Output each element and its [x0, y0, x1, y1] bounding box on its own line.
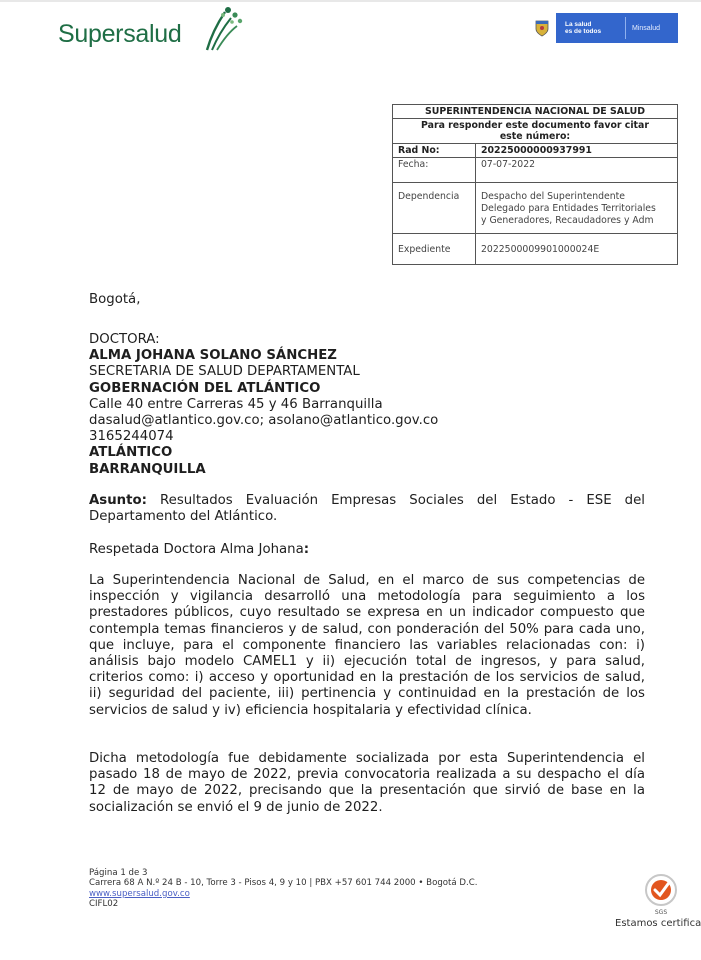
- table-row: [393, 144, 678, 158]
- table-row: [393, 158, 678, 183]
- rad-no-value: 20225000000937991: [476, 144, 678, 158]
- dependencia-line1: Despacho del Superintendente: [481, 191, 625, 202]
- greeting: [89, 542, 645, 558]
- page-footer: [89, 868, 478, 910]
- footer-address: Carrera 68 A N.º 24 B - 10, Torre 3 - Pisos 4, 9 y 10 | PBX +57 601 744 2000 • Bogotá D.C.: [89, 878, 478, 889]
- supersalud-logo: [58, 6, 258, 56]
- banner-slogan-line1: La salud: [565, 21, 592, 28]
- table-row: [393, 105, 678, 144]
- document-code: CIFL02: [89, 899, 119, 910]
- greeting-text: Respetada Doctora Alma Johana: [89, 542, 304, 557]
- recipient-name: ALMA JOHANA SOLANO SÁNCHEZ: [89, 348, 337, 364]
- banner-slogan-line2: es de todos: [565, 28, 602, 35]
- banner-slogan: [556, 21, 625, 35]
- recipient-city: BARRANQUILLA: [89, 461, 206, 477]
- minsalud-banner: [528, 13, 678, 43]
- table-row: [393, 183, 678, 234]
- radicado-title-line3: este número:: [499, 131, 571, 142]
- dependencia-line2: Delegado para Entidades Territoriales: [481, 203, 656, 214]
- expediente-label: Expediente: [393, 234, 476, 265]
- rad-no-label: Rad No:: [393, 144, 476, 158]
- radicado-header: [393, 105, 678, 144]
- recipient-role: SECRETARIA DE SALUD DEPARTAMENTAL: [89, 364, 360, 380]
- logo-text: Supersalud: [58, 20, 182, 48]
- radicado-title-line2: Para responder este documento favor citar: [421, 120, 649, 131]
- certification-text: Estamos certifica: [615, 918, 701, 929]
- cert-badge-text: SGS: [654, 909, 668, 916]
- table-row: [393, 234, 678, 265]
- recipient-phone: 3165244074: [89, 429, 174, 445]
- page-number: Página 1 de 3: [89, 868, 148, 878]
- recipient-org: GOBERNACIÓN DEL ATLÁNTICO: [89, 380, 321, 396]
- recipient-emails: dasalud@atlantico.gov.co; asolano@atlantico.gov.co: [89, 413, 439, 429]
- dependencia-line3: y Generadores, Recaudadores y Adm: [481, 215, 654, 226]
- radicado-table: [392, 104, 678, 265]
- recipient-block: [89, 332, 645, 478]
- sgs-certification-icon: [636, 872, 686, 916]
- subject-label: Asunto:: [89, 493, 147, 508]
- greeting-colon: :: [303, 542, 310, 557]
- top-edge-line: [0, 0, 701, 2]
- recipient-address: Calle 40 entre Carreras 45 y 46 Barranquilla: [89, 396, 383, 412]
- dependencia-value: [476, 183, 678, 234]
- logo-leaf-icon: [201, 6, 251, 52]
- recipient-department: ATLÁNTICO: [89, 445, 173, 461]
- fecha-value: 07-07-2022: [476, 158, 678, 183]
- recipient-title: DOCTORA:: [89, 332, 160, 347]
- subject-line: [89, 493, 645, 525]
- banner-ministry: Minsalud: [632, 24, 661, 32]
- dependencia-label: Dependencia: [393, 183, 476, 234]
- expediente-value: 202250000990100002​4E: [476, 234, 678, 265]
- paragraph-1: La Superintendencia Nacional de Salud, en el marco de sus competencias de inspección y vigilancia desarrolló una metodología para seguimiento a los prestadores públicos, cuyo resultado se expresa en un indicador compuesto que contempla temas financieros y de salud, con ponderación del 50% para cada uno, que incluye, para el componente financiero las variables relacionadas con: i) análisis bajo modelo CAMEL1 y ii) ejecución total de ingresos, y para salud, criterios como: i) acceso y oportunidad en la prestación de los servicios de salud, ii) seguridad del paciente, iii) pertinencia y continuidad en la prestación de los servicios de salud y iv) eficiencia hospitalaria y efectividad clínica.: [89, 573, 645, 718]
- letter-city: Bogotá,: [89, 292, 141, 307]
- radicado-title-line1: SUPERINTENDENCIA NACIONAL DE SALUD: [393, 105, 677, 119]
- paragraph-2: Dicha metodología fue debidamente socializada por esta Superintendencia el pasado 18 de mayo de 2022, previa convocatoria realizada a su despacho el día 12 de mayo de 2022, precisando que la presentación que sirvió de base en la socialización se envió el 9 de junio de 2022.: [89, 751, 645, 815]
- subject-text: Resultados Evaluación Empresas Sociales del Estado - ESE del Departamento del Atlántico.: [89, 493, 645, 525]
- colombia-shield-icon: [528, 13, 556, 43]
- website-link[interactable]: www.supersalud.gov.co: [89, 888, 190, 899]
- fecha-label: Fecha:: [393, 158, 476, 183]
